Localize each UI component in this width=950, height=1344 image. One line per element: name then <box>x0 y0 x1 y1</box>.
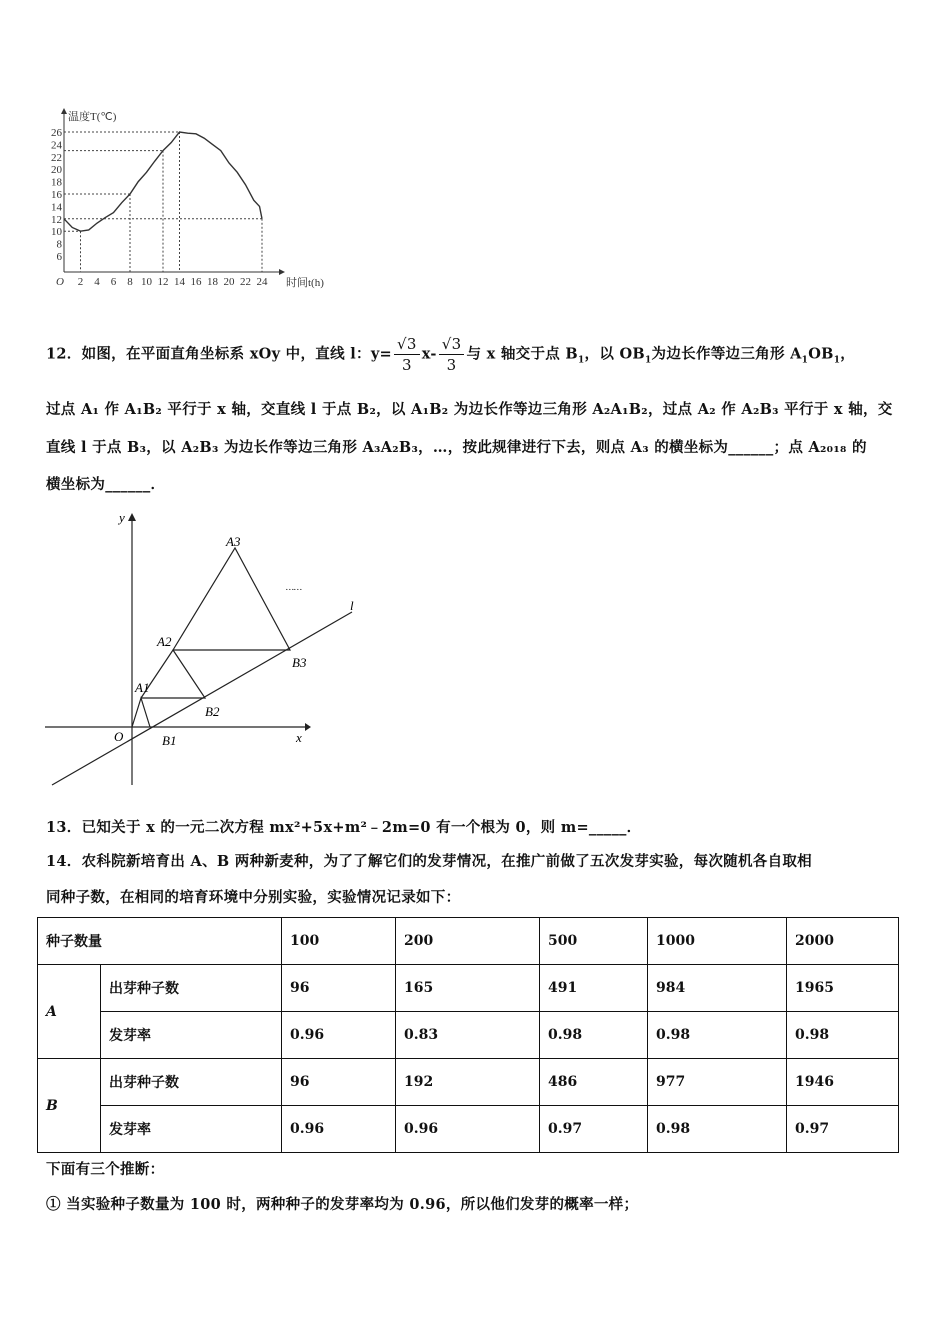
fraction <box>439 334 465 375</box>
q12-text: 如图，在平面直角坐标系 xOy 中，直线 l：y= <box>81 345 393 363</box>
row-label: 发芽率 <box>101 1106 282 1153</box>
header-cell: 2000 <box>787 918 899 965</box>
geometry-figure <box>0 0 400 800</box>
y-arrow-icon <box>128 513 136 521</box>
cell: 0.98 <box>648 1012 787 1059</box>
q12-x: x- <box>421 345 437 363</box>
y-tick-label: 12 <box>51 213 62 226</box>
q12-text: 与 x 轴交于点 B <box>466 345 578 363</box>
cell: 0.83 <box>396 1012 540 1059</box>
x-tick-label: 18 <box>207 276 218 288</box>
cell: 1965 <box>787 965 899 1012</box>
row-label: 发芽率 <box>101 1012 282 1059</box>
cell: 96 <box>282 965 396 1012</box>
x-tick-label: 8 <box>127 276 133 288</box>
question-13: 13．已知关于 x 的一元二次方程 mx²+5x+m²﹣2m=0 有一个根为 0，则 m=_____． <box>46 819 642 836</box>
y-tick-label: 16 <box>51 189 62 201</box>
x-tick-label: 20 <box>223 276 235 288</box>
x-tick-label: 4 <box>94 276 100 288</box>
y-tick-label: 24 <box>51 139 62 152</box>
germination-table <box>37 917 899 1153</box>
label-b1: B1 <box>162 733 177 748</box>
label-b2: B2 <box>205 704 220 719</box>
numerator: √3 <box>439 334 465 355</box>
table-row <box>38 918 899 965</box>
y-tick-label: 6 <box>56 251 62 263</box>
cell: 0.96 <box>282 1012 396 1059</box>
y-tick-label: 20 <box>51 164 62 177</box>
y-tick-label: 8 <box>56 238 62 251</box>
group-cell: B <box>38 1059 101 1153</box>
cell: 192 <box>396 1059 540 1106</box>
cell: 486 <box>540 1059 648 1106</box>
header-cell: 种子数量 <box>38 918 282 965</box>
cell: 0.98 <box>787 1012 899 1059</box>
y-tick-label: 18 <box>51 176 62 189</box>
x-tick-label: 6 <box>110 276 117 288</box>
table-row <box>38 1012 899 1059</box>
denominator: 3 <box>401 356 412 374</box>
label-y: y <box>119 510 125 525</box>
question-12-line4: 横坐标为______． <box>46 476 166 493</box>
table-row <box>38 1059 899 1106</box>
cell: 0.96 <box>396 1106 540 1153</box>
triangle-a2a1b2 <box>141 650 205 698</box>
x-tick-label: 16 <box>190 276 202 288</box>
y-tick-label: 10 <box>51 226 62 239</box>
y-tick-label: 22 <box>51 151 62 164</box>
group-cell: A <box>38 965 101 1059</box>
q12-text: OB <box>808 345 834 363</box>
x-axis-label: 时间t(h) <box>286 277 324 289</box>
q12-text: 为边长作等边三角形 A <box>651 345 802 363</box>
label-a3: A3 <box>226 534 241 549</box>
cell: 1946 <box>787 1059 899 1106</box>
header-cell: 100 <box>282 918 396 965</box>
y-axis-label: 温度T(℃) <box>68 111 117 123</box>
inference-intro: 下面有三个推断： <box>46 1161 165 1178</box>
origin-label: O <box>56 276 64 288</box>
x-tick-label: 10 <box>141 276 152 288</box>
table-row <box>38 965 899 1012</box>
cell: 977 <box>648 1059 787 1106</box>
cell: 0.96 <box>282 1106 396 1153</box>
label-b3: B3 <box>292 655 307 670</box>
cell: 984 <box>648 965 787 1012</box>
question-14-line2: 同种子数，在相同的培育环境中分别实验，实验情况记录如下： <box>46 889 461 906</box>
inference-1: ① 当实验种子数量为 100 时，两种种子的发芽率均为 0.96，所以他们发芽的概率一样； <box>46 1196 639 1213</box>
row-label: 出芽种子数 <box>101 1059 282 1106</box>
cell: 0.98 <box>648 1106 787 1153</box>
x-tick-label: 24 <box>256 276 268 288</box>
cell: 0.97 <box>540 1106 648 1153</box>
x-tick-label: 22 <box>240 276 251 288</box>
numerator: √3 <box>394 334 420 355</box>
denominator: 3 <box>446 356 457 374</box>
dots: …… <box>286 582 303 592</box>
label-a2: A2 <box>157 634 172 649</box>
x-tick-label: 12 <box>157 276 169 288</box>
header-cell: 1000 <box>648 918 787 965</box>
cell: 165 <box>396 965 540 1012</box>
question-12-line1: 12．如图，在平面直角坐标系 xOy 中，直线 l：y= $\frac{√3}{3}$ x- $\frac{√3}{3}$ 与 x 轴交于点 $B_1$，以 $OB_1$为边长作等边三角形 $A_1OB_1$， <box>46 335 856 374</box>
table-row <box>38 1106 899 1153</box>
y-tick-label: 14 <box>51 201 62 214</box>
question-14-line1: 14．农科院新培育出 A、B 两种新麦种，为了了解它们的发芽情况，在推广前做了五次发芽实验，每次随机各自取相 <box>46 853 812 870</box>
q12-number: 12． <box>46 345 82 363</box>
question-12-line2: 过点 A₁ 作 A₁B₂ 平行于 x 轴，交直线 l 于点 B₂，以 A₁B₂ 为边长作等边三角形 A₂A₁B₂，过点 A₂ 作 A₂B₃ 平行于 x 轴，交 <box>46 401 893 418</box>
cell: 491 <box>540 965 648 1012</box>
triangle-a1ob1 <box>132 698 150 727</box>
label-x: x <box>296 730 302 745</box>
cell: 0.98 <box>540 1012 648 1059</box>
header-cell: 500 <box>540 918 648 965</box>
label-l: l <box>350 598 354 613</box>
x-tick-label: 14 <box>174 276 185 288</box>
x-arrow-icon <box>305 723 311 731</box>
cell: 0.97 <box>787 1106 899 1153</box>
y-tick-label: 26 <box>51 127 62 139</box>
q12-text: ， <box>840 345 856 363</box>
x-tick-label: 2 <box>77 276 84 288</box>
header-cell: 200 <box>396 918 540 965</box>
q12-text: ，以 OB <box>584 345 645 363</box>
label-o: O <box>114 729 124 744</box>
triangle-a3a2b3 <box>173 548 290 650</box>
question-12-line3: 直线 l 于点 B₃，以 A₂B₃ 为边长作等边三角形 A₃A₂B₃，…，按此规律进行下去，则点 A₃ 的横坐标为______；点 A₂₀₁₈ 的 <box>46 439 867 456</box>
label-a1: A1 <box>135 680 150 695</box>
row-label: 出芽种子数 <box>101 965 282 1012</box>
cell: 96 <box>282 1059 396 1106</box>
